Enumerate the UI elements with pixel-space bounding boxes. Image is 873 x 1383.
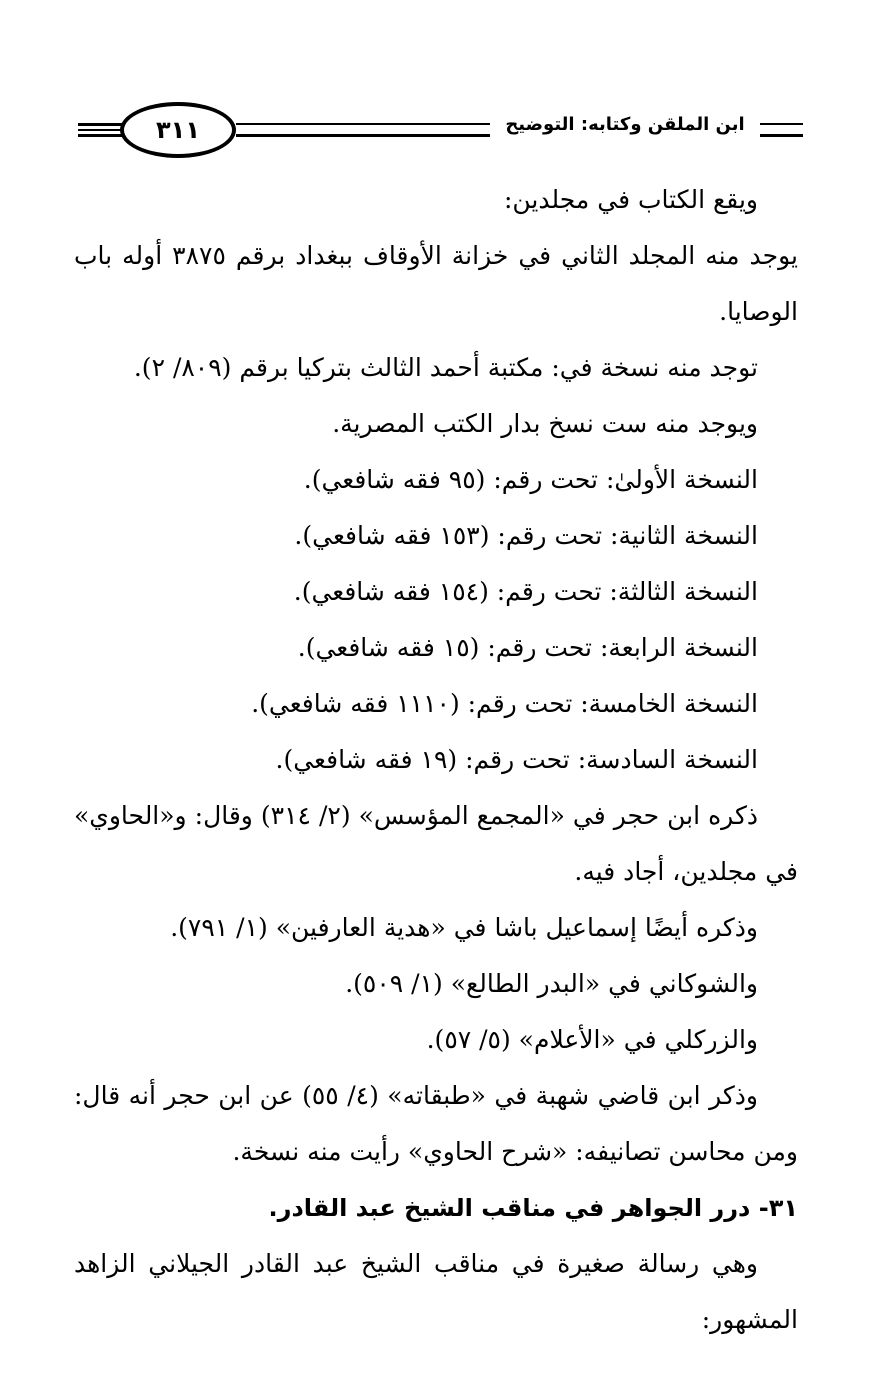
header-rule-middle — [236, 123, 490, 137]
paragraph: ذكره ابن حجر في «المجمع المؤسس» (٢/ ٣١٤) وقال: و«الحاوي» في مجلدين، أجاد فيه. — [74, 801, 798, 886]
page-number: ٣١١ — [156, 116, 200, 144]
copy-entry: النسخة الرابعة: تحت رقم: (١٥ فقه شافعي). — [297, 633, 758, 662]
paragraph: وذكره أيضًا إسماعيل باشا في «هدية العارفين» (١/ ٧٩١). — [170, 913, 758, 942]
copy-entry: النسخة الأولىٰ: تحت رقم: (٩٥ فقه شافعي). — [303, 465, 758, 494]
running-title: ابن الملقن وكتابه: التوضيح — [505, 114, 745, 135]
paragraph: والزركلي في «الأعلام» (٥/ ٥٧). — [426, 1025, 758, 1054]
paragraph: ويقع الكتاب في مجلدين: — [503, 185, 758, 214]
paragraph: ويوجد منه ست نسخ بدار الكتب المصرية. — [332, 409, 758, 438]
copy-entry: النسخة الثانية: تحت رقم: (١٥٣ فقه شافعي). — [294, 521, 758, 550]
paragraph: يوجد منه المجلد الثاني في خزانة الأوقاف ببغداد برقم ٣٨٧٥ أوله باب الوصايا. — [74, 241, 799, 326]
copy-entry: النسخة الخامسة: تحت رقم: (١١١٠ فقه شافعي). — [251, 689, 758, 718]
paragraph: توجد منه نسخة في: مكتبة أحمد الثالث بتركيا برقم (٨٠٩/ ٢). — [133, 353, 758, 382]
copy-entry: النسخة الثالثة: تحت رقم: (١٥٤ فقه شافعي). — [293, 577, 758, 606]
header-rule-right — [760, 123, 803, 137]
paragraph: وهي رسالة صغيرة في مناقب الشيخ عبد القادر الجيلاني الزاهد المشهور: — [74, 1249, 798, 1334]
section-heading: ٣١- درر الجواهر في مناقب الشيخ عبد القادر. — [268, 1194, 798, 1222]
paragraph: والشوكاني في «البدر الطالع» (١/ ٥٠٩). — [345, 969, 758, 998]
page-header — [78, 100, 803, 162]
paragraph: وذكر ابن قاضي شهبة في «طبقاته» (٤/ ٥٥) عن ابن حجر أنه قال: ومن محاسن تصانيفه: «شرح الحاوي» رأيت منه نسخة. — [74, 1081, 798, 1166]
copy-entry: النسخة السادسة: تحت رقم: (١٩ فقه شافعي). — [275, 745, 758, 774]
page-number-badge — [120, 102, 236, 158]
page-body — [74, 172, 798, 1348]
